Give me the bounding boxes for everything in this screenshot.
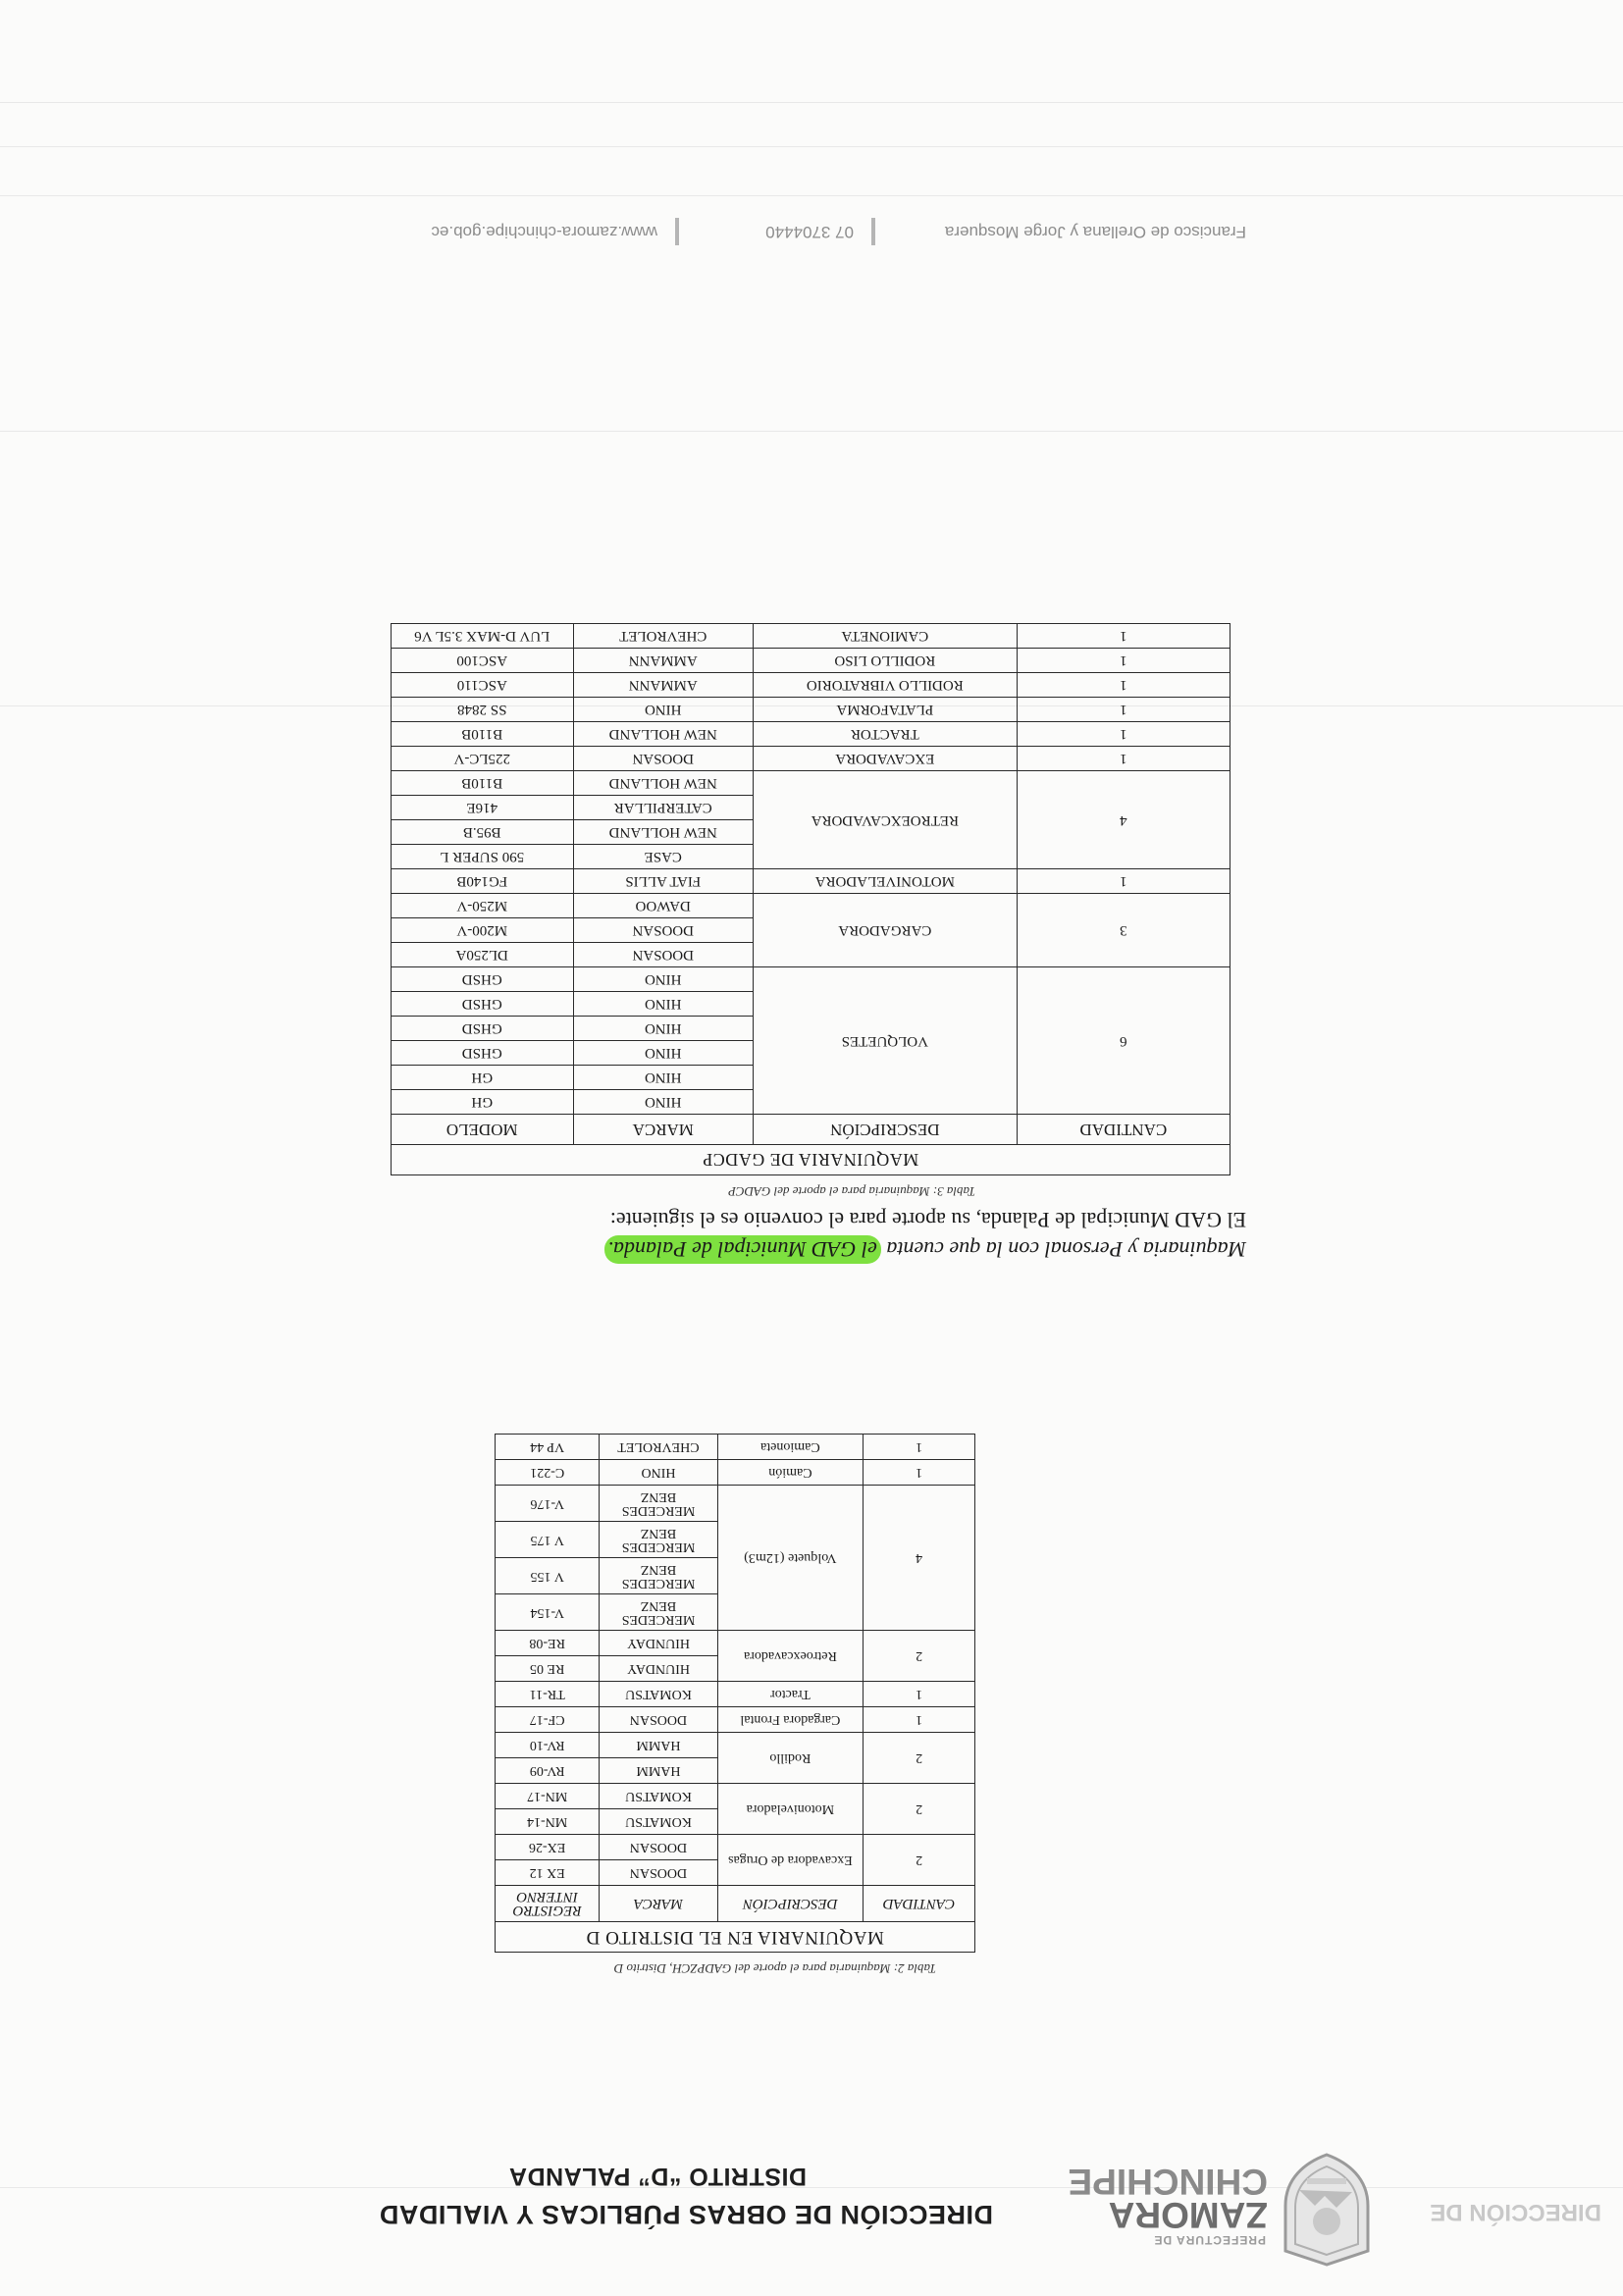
brand-cell: KOMATSU	[600, 1682, 717, 1707]
quantity-cell: 1	[864, 1707, 975, 1733]
model-cell: EX-26	[496, 1835, 600, 1860]
table-row	[392, 649, 1230, 673]
description-cell: MOTONIVELADORA	[753, 869, 1017, 894]
brand-cell: DOOSAN	[600, 1707, 717, 1733]
brand-name-line1: ZAMORA	[1108, 2195, 1268, 2235]
brand-cell: NEW HOLLAND	[573, 771, 753, 796]
model-cell: M200-V	[392, 918, 574, 943]
brand-cell: NEW HOLLAND	[573, 722, 753, 747]
table-row	[392, 722, 1230, 747]
quantity-cell: 2	[864, 1835, 975, 1886]
footer-address: Francisco de Orellana y Jorge Mosquera	[944, 223, 1246, 241]
model-cell: B95.B	[392, 820, 574, 845]
footer-contact	[167, 216, 1246, 245]
quantity-cell: 2	[864, 1784, 975, 1835]
model-cell: EX 12	[496, 1860, 600, 1886]
model-cell: B110B	[392, 722, 574, 747]
table3-body	[392, 624, 1230, 1115]
column-header: MARCA	[573, 1115, 753, 1145]
model-cell: SS 2848	[392, 698, 574, 722]
table-row	[392, 943, 1230, 967]
model-cell: RE-08	[496, 1631, 600, 1656]
model-cell: V 155	[496, 1558, 600, 1594]
brand-cell: HIUNDAY	[600, 1656, 717, 1682]
model-cell: 590 SUPER L	[392, 845, 574, 869]
brand-cell: HINO	[573, 967, 753, 992]
brand-cell: MERCEDES BENZ	[600, 1594, 717, 1631]
brand-cell: DOOSAN	[573, 943, 753, 967]
column-header: DESCRIPCIÓN	[717, 1886, 864, 1922]
brand-prefix: PREFECTURA DE	[1153, 2233, 1266, 2247]
model-cell: GHSD	[392, 992, 574, 1017]
model-cell: RV-09	[496, 1758, 600, 1784]
shield-icon	[1278, 2151, 1376, 2269]
table-row	[496, 1594, 975, 1631]
table-row	[392, 1090, 1230, 1115]
description-cell: VOLQUETES	[753, 967, 1017, 1115]
model-cell: GH	[392, 1066, 574, 1090]
column-header: CANTIDAD	[1017, 1115, 1230, 1145]
model-cell: RV-10	[496, 1733, 600, 1758]
description-cell: Camioneta	[717, 1435, 864, 1460]
description-cell: Volquete (12m3)	[717, 1486, 864, 1631]
table2-title: MAQUINARIA EN EL DISTRITO D	[496, 1922, 975, 1953]
quantity-cell: 4	[1017, 771, 1230, 869]
quantity-cell: 1	[864, 1460, 975, 1486]
description-cell: RODILLO LISO	[753, 649, 1017, 673]
table-row	[496, 1656, 975, 1682]
table-row	[496, 1435, 975, 1460]
letterhead	[22, 2151, 1601, 2269]
table-row	[496, 1809, 975, 1835]
brand-cell: HINO	[573, 992, 753, 1017]
model-cell: RE 05	[496, 1656, 600, 1682]
quantity-cell: 2	[864, 1733, 975, 1784]
brand-cell: CHEVROLET	[600, 1435, 717, 1460]
table-row	[496, 1758, 975, 1784]
table-row	[392, 673, 1230, 698]
quantity-cell: 1	[1017, 673, 1230, 698]
model-cell: B110B	[392, 771, 574, 796]
scan-artifact	[0, 102, 1623, 103]
column-header: CANTIDAD	[864, 1886, 975, 1922]
brand-cell: DAWOO	[573, 894, 753, 918]
table2-body	[496, 1435, 975, 1886]
model-cell: C-221	[496, 1460, 600, 1486]
table-row	[496, 1460, 975, 1486]
quantity-cell: 4	[864, 1486, 975, 1631]
brand-cell: HINO	[573, 698, 753, 722]
table3-caption: Tabla 3: Maquinaria para el aporte del GADCP	[728, 1184, 975, 1199]
model-cell: DL250A	[392, 943, 574, 967]
scan-artifact	[0, 195, 1623, 196]
quantity-cell: 2	[864, 1631, 975, 1682]
model-cell: MN-14	[496, 1809, 600, 1835]
description-cell: Rodillo	[717, 1733, 864, 1784]
paragraph-line2: El GAD Municipal de Palanda, su aporte para el convenio es el siguiente:	[609, 1208, 1246, 1232]
brand-cell: HINO	[573, 1066, 753, 1090]
description-cell: Motoniveladora	[717, 1784, 864, 1835]
model-cell: GHSD	[392, 967, 574, 992]
brand-cell: MERCEDES BENZ	[600, 1558, 717, 1594]
quantity-cell: 1	[864, 1435, 975, 1460]
footer-phone: 07 3704440	[765, 223, 854, 241]
description-cell: Retroexcavadora	[717, 1631, 864, 1682]
model-cell: V 175	[496, 1522, 600, 1558]
table3-header-row	[392, 1115, 1230, 1145]
footer-website: www.zamora-chinchipe.gob.ec	[431, 223, 657, 241]
table-row	[392, 624, 1230, 649]
quantity-cell: 1	[1017, 624, 1230, 649]
quantity-cell: 1	[1017, 869, 1230, 894]
scan-artifact	[0, 431, 1623, 432]
description-cell: RETROEXCAVADORA	[753, 771, 1017, 869]
brand-cell: HINO	[573, 1090, 753, 1115]
table2-header-row	[496, 1886, 975, 1922]
brand-cell: HINO	[573, 1041, 753, 1066]
model-cell: ASC110	[392, 673, 574, 698]
description-cell: PLATAFORMA	[753, 698, 1017, 722]
brand-cell: FIAT ALLIS	[573, 869, 753, 894]
quantity-cell: 3	[1017, 894, 1230, 967]
description-cell: Tractor	[717, 1682, 864, 1707]
department-title: DIRECCIÓN DE OBRAS PÚBLICAS Y VIALIDAD	[379, 2200, 993, 2229]
brand-cell: MERCEDES BENZ	[600, 1522, 717, 1558]
table-row	[496, 1860, 975, 1886]
quantity-cell: 1	[1017, 722, 1230, 747]
model-cell: GHSD	[392, 1041, 574, 1066]
district-title: DISTRITO “D” PALANDA	[508, 2163, 807, 2190]
highlighted-text: el GAD Municipal de Palanda.	[604, 1235, 881, 1264]
table-row	[496, 1682, 975, 1707]
brand-cell: CHEVROLET	[573, 624, 753, 649]
brand-cell: DOOSAN	[600, 1860, 717, 1886]
scan-artifact	[0, 146, 1623, 147]
brand-cell: DOOSAN	[573, 747, 753, 771]
model-cell: LUV D-MAX 3.5L V6	[392, 624, 574, 649]
model-cell: FG140B	[392, 869, 574, 894]
brand-cell: DOOSAN	[573, 918, 753, 943]
brand-cell: AMMANN	[573, 649, 753, 673]
model-cell: MN-17	[496, 1784, 600, 1809]
paragraph-line1	[324, 1234, 1246, 1264]
district-machinery-table	[495, 1434, 975, 1953]
model-cell: CF-17	[496, 1707, 600, 1733]
brand-cell: HAMM	[600, 1733, 717, 1758]
brand-cell: HINO	[600, 1460, 717, 1486]
quantity-cell: 1	[1017, 747, 1230, 771]
prefecture-seal-logo	[1278, 2151, 1376, 2269]
model-cell: 225LC-V	[392, 747, 574, 771]
footer-divider	[675, 218, 679, 245]
footer-divider	[871, 218, 875, 245]
table-row	[496, 1707, 975, 1733]
brand-cell: MERCEDES BENZ	[600, 1486, 717, 1522]
description-cell: Cargadora Frontal	[717, 1707, 864, 1733]
brand-cell: HIUNDAY	[600, 1631, 717, 1656]
quantity-cell: 1	[1017, 698, 1230, 722]
table2-caption: Tabla 2: Maquinaria para el aporte del GADPZCH, Distrito D	[613, 1961, 936, 1976]
table3-title: MAQUINARIA DE GADCP	[392, 1145, 1230, 1175]
model-cell: M250-V	[392, 894, 574, 918]
brand-name-line2: CHINCHIPE	[1068, 2162, 1268, 2202]
model-cell: ASC100	[392, 649, 574, 673]
intro-paragraph	[324, 1205, 1246, 1264]
model-cell: 416E	[392, 796, 574, 820]
column-header: MODELO	[392, 1115, 574, 1145]
brand-cell: CASE	[573, 845, 753, 869]
model-cell: V-154	[496, 1594, 600, 1631]
table-row	[392, 869, 1230, 894]
brand-cell: HAMM	[600, 1758, 717, 1784]
paragraph-text: Maquinaria y Personal con la que cuenta	[880, 1237, 1246, 1262]
description-cell: EXCAVADORA	[753, 747, 1017, 771]
brand-cell: KOMATSU	[600, 1809, 717, 1835]
table-row	[392, 747, 1230, 771]
brand-cell: AMMANN	[573, 673, 753, 698]
brand-cell: HINO	[573, 1017, 753, 1041]
quantity-cell: 6	[1017, 967, 1230, 1115]
description-cell: RODILLO VIBRATORIO	[753, 673, 1017, 698]
description-cell: Excavadora de Orugas	[717, 1835, 864, 1886]
brand-cell: KOMATSU	[600, 1784, 717, 1809]
description-cell: CARGADORA	[753, 894, 1017, 967]
model-cell: V-176	[496, 1486, 600, 1522]
model-cell: VP 44	[496, 1435, 600, 1460]
gadcp-machinery-table	[391, 623, 1230, 1175]
quantity-cell: 1	[864, 1682, 975, 1707]
cropped-heading-fragment: DIRECCIÓN DE	[1430, 2199, 1601, 2225]
table-row	[392, 845, 1230, 869]
brand-cell: NEW HOLLAND	[573, 820, 753, 845]
quantity-cell: 1	[1017, 649, 1230, 673]
column-header: MARCA	[600, 1886, 717, 1922]
description-cell: CAMIONETA	[753, 624, 1017, 649]
model-cell: GH	[392, 1090, 574, 1115]
brand-cell: DOOSAN	[600, 1835, 717, 1860]
brand-cell: CATERPILLAR	[573, 796, 753, 820]
table-row	[392, 698, 1230, 722]
description-cell: TRACTOR	[753, 722, 1017, 747]
model-cell: TR-11	[496, 1682, 600, 1707]
description-cell: Camión	[717, 1460, 864, 1486]
column-header: REGISTRO INTERNO	[496, 1886, 600, 1922]
column-header: DESCRIPCIÓN	[753, 1115, 1017, 1145]
model-cell: GHSD	[392, 1017, 574, 1041]
